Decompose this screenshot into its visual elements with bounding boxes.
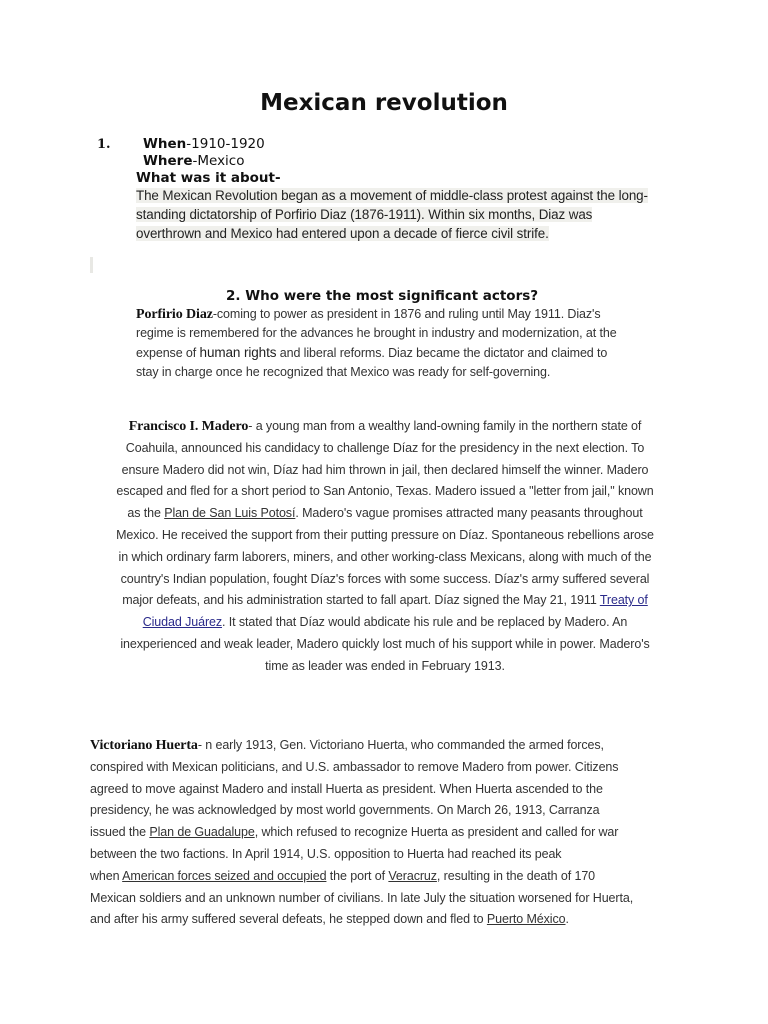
paragraph-line: Coahuila, announced his candidacy to challenge Díaz for the presidency in the next election. To: [125, 440, 645, 455]
human-rights-text: human rights: [199, 345, 277, 360]
about-label: What was it about: [136, 170, 275, 186]
paragraph-line: inexperienced and weak leader, Madero quickly lost much of his support while in power. Madero's: [120, 636, 650, 651]
about-answer-line: standing dictatorship of Porfirio Diaz (1876-1911). Within six months, Diaz was: [136, 207, 593, 222]
paragraph-line: in which ordinary farm laborers, miners, and other working-class Mexicans, along with much of the: [118, 549, 652, 564]
plan-de-guadalupe-link[interactable]: Plan de Guadalupe: [149, 825, 255, 840]
when-label: When: [143, 136, 187, 152]
veracruz-link[interactable]: Veracruz: [388, 868, 437, 883]
about-suffix: -: [274, 170, 281, 186]
paragraph-line: agreed to move against Madero and install Huerta as president. When Huerta ascended to the: [90, 781, 603, 796]
paragraph-line: presidency, he was acknowledged by most world governments. On March 26, 1913, Carranza: [90, 803, 600, 818]
puerto-mexico-link[interactable]: Puerto México: [486, 912, 566, 927]
paragraph-line: Porfirio Diaz-coming to power as president in 1876 and ruling until May 1911. Diaz's: [136, 307, 601, 322]
text-cursor-mark: [90, 257, 93, 273]
paragraph-line: time as leader was ended in February 1913.: [265, 658, 505, 673]
where-value: -Mexico: [192, 153, 245, 169]
paragraph-line: country's Indian population, fought Díaz's forces with some success. Díaz's army suffered several: [120, 571, 650, 586]
about-answer: [136, 186, 696, 243]
huerta-name: Victoriano Huerta: [90, 738, 198, 753]
treaty-of-ciudad-juarez-link[interactable]: Treaty of: [599, 593, 648, 608]
treaty-of-ciudad-juarez-link[interactable]: Ciudad Juárez: [142, 615, 223, 630]
madero-name: Francisco I. Madero: [128, 419, 249, 434]
paragraph-line: Francisco I. Madero- a young man from a wealthy land-owning family in the northern state of: [128, 419, 642, 434]
about-answer-line: The Mexican Revolution began as a movement of middle-class protest against the long-: [136, 188, 648, 203]
paragraph-line: Ciudad Juárez. It stated that Díaz would abdicate his rule and be replaced by Madero. An: [142, 615, 628, 630]
paragraph-line: ensure Madero did not win, Díaz had him thrown in jail, then declared himself the winner. Madero: [121, 462, 649, 477]
paragraph-line: major defeats, and his administration started to fall apart. Díaz signed the May 21, 1911 Treaty of: [122, 593, 648, 608]
when-line: [143, 136, 265, 152]
plan-de-san-luis-potosi-link[interactable]: Plan de San Luis Potosí: [164, 506, 296, 521]
paragraph-line: regime is remembered for the advances he brought in industry and modernization, at the: [136, 326, 617, 340]
paragraph-line: between the two factions. In April 1914, U.S. opposition to Huerta had reached its peak: [90, 846, 562, 861]
about-answer-line: overthrown and Mexico had entered upon a decade of fierce civil strife.: [136, 226, 549, 241]
question-2-heading: 2. Who were the most significant actors?: [226, 288, 539, 304]
when-value: -1910-1920: [186, 136, 265, 152]
paragraph-line: Mexico. He received the support from their putting pressure on Díaz. Spontaneous rebellions arose: [116, 527, 654, 542]
madero-paragraph: [80, 416, 690, 678]
paragraph-line: Mexican soldiers and an unknown number of civilians. In late July the situation worsened for Huerta,: [90, 890, 634, 905]
diaz-name: Porfirio Diaz: [136, 307, 213, 322]
about-line: [136, 170, 281, 186]
where-label: Where: [143, 153, 193, 169]
page-title: Mexican revolution: [260, 90, 508, 116]
paragraph-line: and after his army suffered several defeats, he stepped down and fled to Puerto México.: [90, 912, 569, 927]
paragraph-line: escaped and fled for a short period to San Antonio, Texas. Madero issued a "letter from jail," known: [116, 484, 654, 499]
american-forces-link[interactable]: American forces seized and occupied: [122, 868, 327, 883]
paragraph-line: stay in charge once he recognized that Mexico was ready for self-governing.: [136, 365, 551, 379]
paragraph-line: expense of human rights and liberal reforms. Diaz became the dictator and claimed to: [136, 345, 608, 360]
paragraph-line: Victoriano Huerta- n early 1913, Gen. Victoriano Huerta, who commanded the armed forces,: [90, 738, 604, 753]
question-1-number: 1.: [97, 137, 111, 152]
where-line: [143, 153, 245, 169]
diaz-paragraph: [136, 305, 716, 382]
paragraph-line: when American forces seized and occupied the port of Veracruz, resulting in the death of 170: [90, 868, 596, 883]
paragraph-line: conspired with Mexican politicians, and U.S. ambassador to remove Madero from power. Citizens: [90, 759, 619, 774]
huerta-paragraph: [90, 735, 710, 931]
paragraph-line: as the Plan de San Luis Potosí. Madero's vague promises attracted many peasants throughout: [127, 506, 643, 521]
paragraph-line: issued the Plan de Guadalupe, which refused to recognize Huerta as president and called for war: [90, 825, 619, 840]
